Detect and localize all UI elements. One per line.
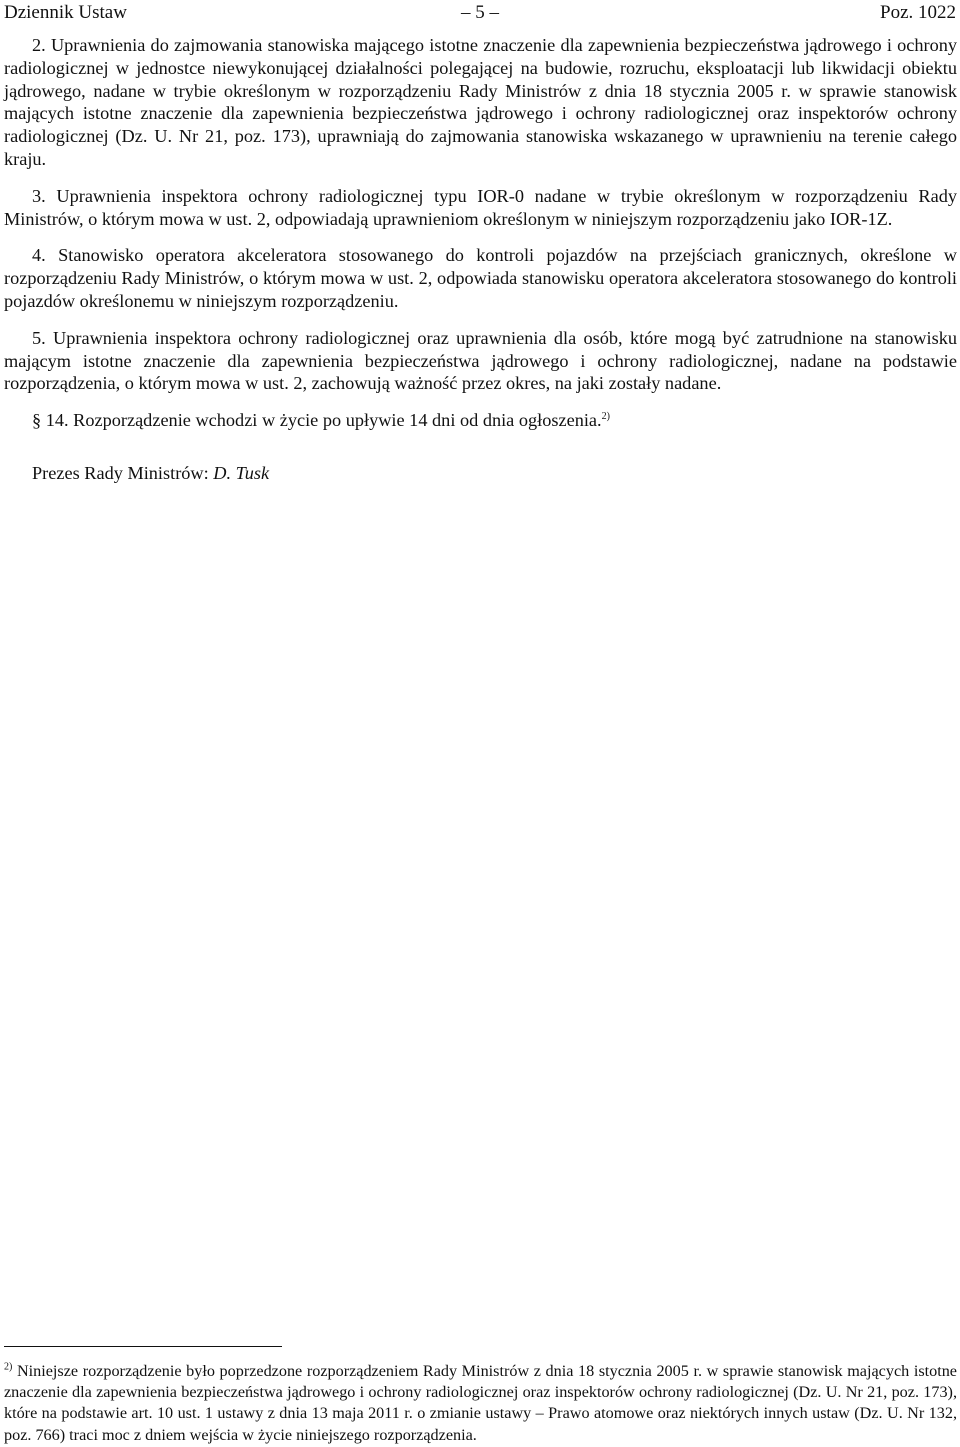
page-number: – 5 – (461, 2, 499, 23)
paragraph-number: 3. (32, 185, 46, 206)
section-text: Rozporządzenie wchodzi w życie po upływie 14 dni od dnia ogłoszenia. (73, 410, 602, 431)
paragraph-text: Uprawnienia inspektora ochrony radiologicznej oraz uprawnienia dla osób, które mogą być zatrudnione na stanowisku mającym istotne znaczenie dla zapewnienia bezpieczeństwa jądrowego i ochrony radiologicznej, nadane na podstawie rozporządzenia, o którym mowa w ust. 2, zachowują ważność przez okres, na jaki zostały nadane. (4, 327, 957, 394)
footnote-reference[interactable]: 2) (601, 411, 610, 423)
signatory-title: Prezes Rady Ministrów: (32, 462, 209, 483)
footnote-text: Niniejsze rozporządzenie było poprzedzone rozporządzeniem Rady Ministrów z dnia 18 stycznia 2005 r. w sprawie stanowisk mających istotne znaczenie dla zapewnienia bezpieczeństwa jądrowego i ochrony radiologicznej oraz inspektorów ochrony radiologicznej (Dz. U. Nr 21, poz. 173), które na podstawie art. 10 ust. 1 ustawy z dnia 13 maja 2011 r. o zmianie ustawy – Prawo atomowe oraz niektórych innych ustaw (Dz. U. Nr 132, poz. 766) traci moc z dniem wejścia w życie niniejszego rozporządzenia. (4, 1362, 957, 1444)
paragraph-number: 2. (32, 35, 46, 55)
position-number: Poz. 1022 (880, 2, 956, 23)
footnote-divider (4, 1346, 282, 1347)
paragraph-text: Stanowisko operatora akceleratora stosowanego do kontroli pojazdów na przejściach granicznych, określone w rozporządzeniu Rady Ministrów, o którym mowa w ust. 2, odpowiada stanowisku operatora akceleratora stosowanego do kontroli pojazdów określonemu w niniejszym rozporządzeniu. (4, 245, 957, 311)
paragraph-2 (4, 34, 957, 171)
paragraph-3 (4, 185, 957, 231)
footnote-mark: 2) (4, 1361, 13, 1373)
signatory-name: D. Tusk (213, 462, 270, 483)
footnote (4, 1361, 957, 1446)
section-14 (4, 409, 957, 432)
paragraph-text: Uprawnienia do zajmowania stanowiska mającego istotne znaczenie dla zapewnienia bezpieczeństwa jądrowego i ochrony radiologicznej w jednostce niewykonującej działalności polegającej na budowie, rozruchu, eksploatacji lub likwidacji obiektu jądrowego, nadane w trybie określonym w rozporządzeniu Rady Ministrów z dnia 18 stycznia 2005 r. w sprawie stanowisk mających istotne znaczenie dla zapewnienia bezpieczeństwa jądrowego i ochrony radiologicznej oraz inspektorów ochrony radiologicznej (Dz. U. Nr 21, poz. 173), uprawniają do zajmowania stanowiska wskazanego w uprawnieniu na terenie całego kraju. (4, 35, 958, 169)
paragraph-5 (4, 327, 957, 395)
page-header (4, 0, 956, 26)
paragraph-number: 5. (32, 327, 46, 348)
paragraph-number: 4. (32, 245, 46, 266)
footnote-text-block (4, 1361, 957, 1446)
journal-title: Dziennik Ustaw (4, 2, 127, 23)
document-body (4, 34, 957, 499)
signature (4, 462, 957, 485)
paragraph-text: Uprawnienia inspektora ochrony radiologicznej typu IOR-0 nadane w trybie określonym w rozporządzeniu Rady Ministrów, o którym mowa w ust. 2, odpowiadają uprawnieniom określonym w niniejszym rozporządzeniu jako IOR-1Z. (4, 185, 957, 229)
paragraph-4 (4, 244, 957, 312)
section-label: § 14. (32, 410, 69, 431)
